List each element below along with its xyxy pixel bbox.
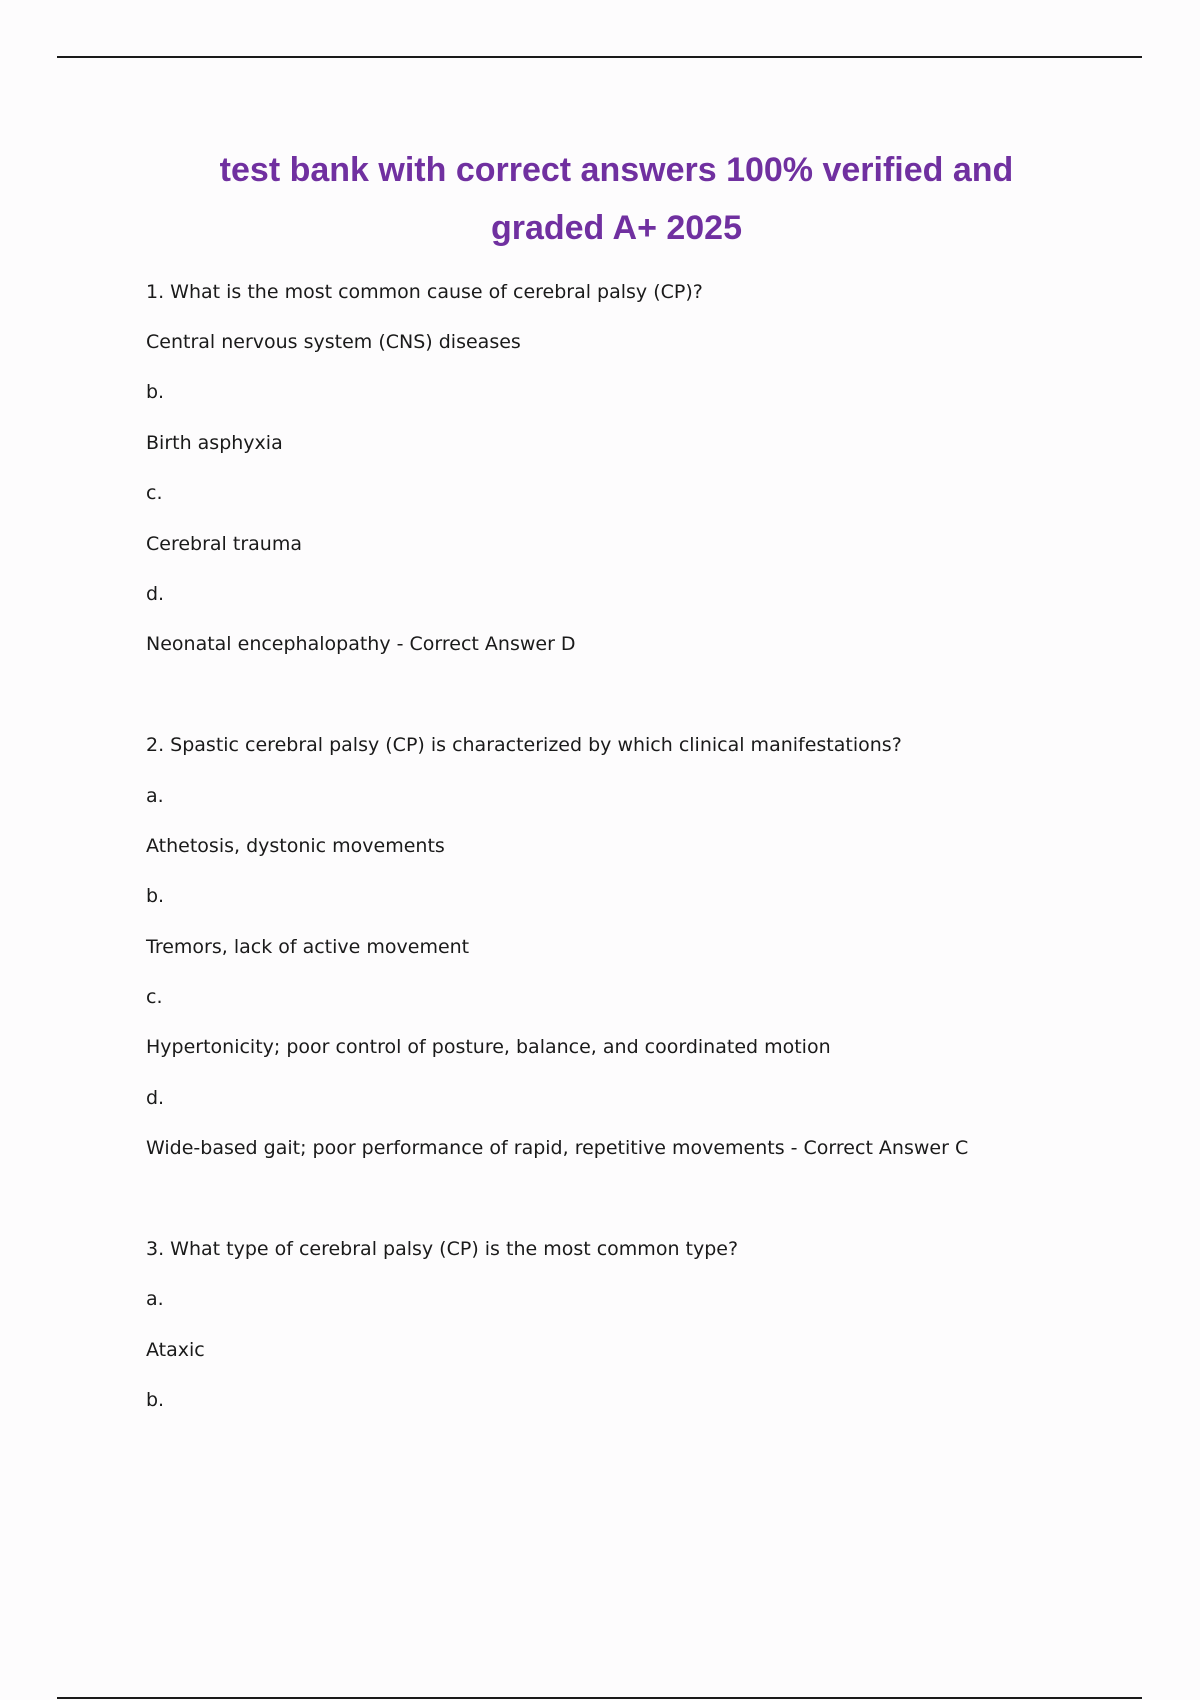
question-3-line: a.	[146, 1288, 164, 1310]
question-2-line: Athetosis, dystonic movements	[146, 835, 445, 857]
question-1-line: d.	[146, 583, 165, 605]
question-3-line: b.	[146, 1389, 165, 1411]
document-title-line-2: graded A+ 2025	[490, 209, 743, 247]
question-2-line: a.	[146, 785, 164, 807]
question-3-prompt: 3. What type of cerebral palsy (CP) is the most common type?	[146, 1238, 739, 1260]
question-1-line: b.	[146, 381, 165, 403]
question-1-answer-line: Neonatal encephalopathy - Correct Answer D	[146, 633, 576, 655]
document-title-line-1: test bank with correct answers 100% verified and	[219, 151, 1014, 189]
question-2-line: Hypertonicity; poor control of posture, balance, and coordinated motion	[146, 1036, 831, 1058]
question-1-prompt: 1. What is the most common cause of cerebral palsy (CP)?	[146, 281, 703, 303]
bottom-rule	[57, 1697, 1142, 1699]
question-1-line: Birth asphyxia	[146, 432, 283, 454]
question-2-line: b.	[146, 885, 165, 907]
top-rule	[57, 56, 1142, 58]
question-2-line: Tremors, lack of active movement	[146, 936, 470, 958]
question-2-answer-line: Wide-based gait; poor performance of rapid, repetitive movements - Correct Answer C	[146, 1137, 969, 1159]
question-1-line: Cerebral trauma	[146, 533, 302, 555]
question-2-prompt: 2. Spastic cerebral palsy (CP) is characterized by which clinical manifestations?	[146, 734, 902, 756]
question-2-line: d.	[146, 1087, 165, 1109]
question-1-line: c.	[146, 482, 163, 504]
question-1-line: Central nervous system (CNS) diseases	[146, 331, 521, 353]
question-3-line: Ataxic	[146, 1339, 205, 1361]
question-2-line: c.	[146, 986, 163, 1008]
